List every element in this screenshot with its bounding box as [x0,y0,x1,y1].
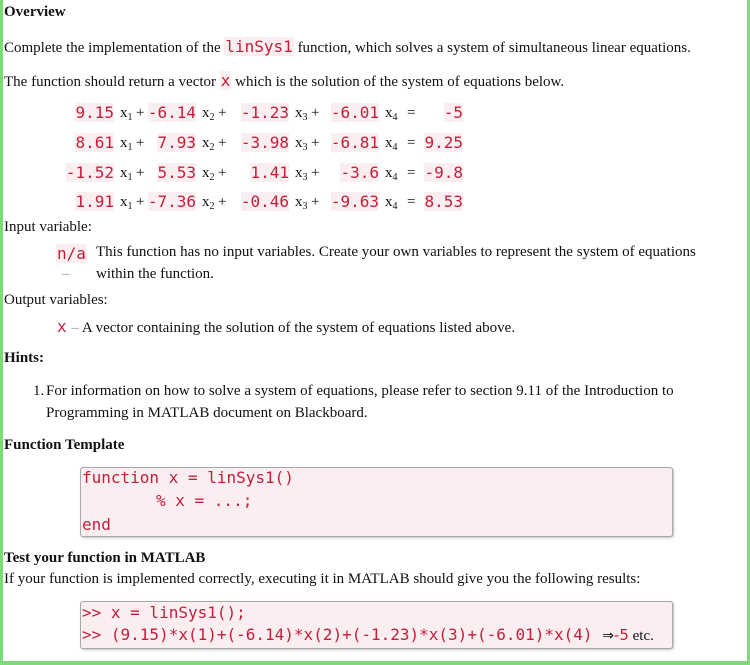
plus-sign: + [311,135,320,151]
variable-x3: $x_3$ [295,135,308,153]
hint-line-2: Programming in MATLAB document on Blackboard. [46,405,368,421]
plus-sign: + [218,135,227,151]
equation-row [3,163,473,187]
output-variable-desc: A vector containing the solution of the system of equations listed above. [81,320,516,336]
output-variable-row: x – A vector containing the solution of the system of equations listed above. [57,317,516,336]
function-name-code: linSys1 [225,37,293,56]
coefficient-2: -7.36 [147,192,196,211]
overview-line-2: The function should return a vector x which is the solution of the system of equations below. [4,71,565,90]
right-hand-side: 8.53 [424,192,463,211]
coefficient-1: 9.15 [75,103,114,122]
equals-sign: = [407,105,416,121]
input-variable-label: Input variable: [4,219,92,235]
variable-x1: $x_1$ [120,165,133,183]
equals-sign: = [407,165,416,181]
plus-sign: + [311,194,320,210]
variable-x4: $x_4$ [385,105,398,123]
variable-x3: $x_3$ [295,165,308,183]
variable-x4: $x_4$ [385,135,398,153]
input-variable-desc-line-2: within the function. [96,266,214,282]
coefficient-2: 7.93 [157,133,196,152]
coefficient-1: -1.52 [65,163,114,182]
plus-sign: + [218,165,227,181]
plus-sign: + [218,194,227,210]
coefficient-1: 1.91 [75,192,114,211]
plus-sign: + [311,165,320,181]
hint-line-1: For information on how to solve a system of equations, please refer to section 9.11 of the Introduction to [46,383,674,399]
coefficient-3: 1.41 [250,163,289,182]
right-hand-side: -5 [443,103,463,122]
test-result-value: -5 [613,626,629,644]
output-var-code: x [220,71,231,90]
right-hand-side: 9.25 [424,133,463,152]
variable-x2: $x_2$ [202,165,215,183]
output-variables-label: Output variables: [4,292,108,308]
input-variable-desc-line-1: This function has no input variables. Create your own variables to represent the system of equations [96,244,696,260]
variable-x1: $x_1$ [120,105,133,123]
coefficient-3: -3.98 [240,133,289,152]
coefficient-4: -6.81 [330,133,379,152]
hints-heading: Hints: [4,350,45,366]
test-command-1: >> x = linSys1(); [82,603,246,622]
coefficient-4: -3.6 [340,163,379,182]
equation-row [3,192,473,216]
variable-x1: $x_1$ [120,194,133,212]
overview-heading: Overview [4,4,66,20]
plus-sign: + [136,194,145,210]
coefficient-4: -6.01 [330,103,379,122]
coefficient-4: -9.63 [330,192,379,211]
coefficient-3: -0.46 [240,192,289,211]
input-variable-dash: – [62,266,70,282]
variable-x4: $x_4$ [385,165,398,183]
template-line-1: function x = linSys1() [82,468,294,487]
variable-x3: $x_3$ [295,105,308,123]
test-description: If your function is implemented correctly, executing it in MATLAB should give you the following results: [4,571,641,587]
variable-x4: $x_4$ [385,194,398,212]
right-hand-side: -9.8 [424,163,463,182]
hint-number: 1. [33,383,45,399]
plus-sign: + [311,105,320,121]
coefficient-2: -6.14 [147,103,196,122]
variable-x2: $x_2$ [202,105,215,123]
equals-sign: = [407,135,416,151]
equation-row [3,133,473,157]
output-variable-name: x [57,317,67,336]
template-heading: Function Template [4,437,125,453]
test-command-2: >> (9.15)*x(1)+(-6.14)*x(2)+(-1.23)*x(3)+(-6.01)*x(4) ⇒-5 etc. [82,625,654,644]
test-heading: Test your function in MATLAB [4,550,206,566]
plus-sign: + [218,105,227,121]
variable-x3: $x_3$ [295,194,308,212]
equals-sign: = [407,194,416,210]
template-code-box [80,467,673,537]
coefficient-1: 8.61 [75,133,114,152]
equation-row [3,103,473,127]
variable-x1: $x_1$ [120,135,133,153]
coefficient-3: -1.23 [240,103,289,122]
overview-line-1: Complete the implementation of the linSys1 function, which solves a system of simultaneous linear equations. [4,37,691,56]
plus-sign: + [136,165,145,181]
input-variable-name: n/a [57,244,86,263]
test-result-etc: etc. [628,628,654,644]
variable-x2: $x_2$ [202,135,215,153]
variable-x2: $x_2$ [202,194,215,212]
plus-sign: + [136,135,145,151]
plus-sign: + [136,105,145,121]
template-line-3: end [82,515,111,534]
template-line-2: % x = ...; [156,491,253,510]
coefficient-2: 5.53 [157,163,196,182]
test-code-box [80,601,673,649]
result-arrow-icon: ⇒ [602,628,614,644]
